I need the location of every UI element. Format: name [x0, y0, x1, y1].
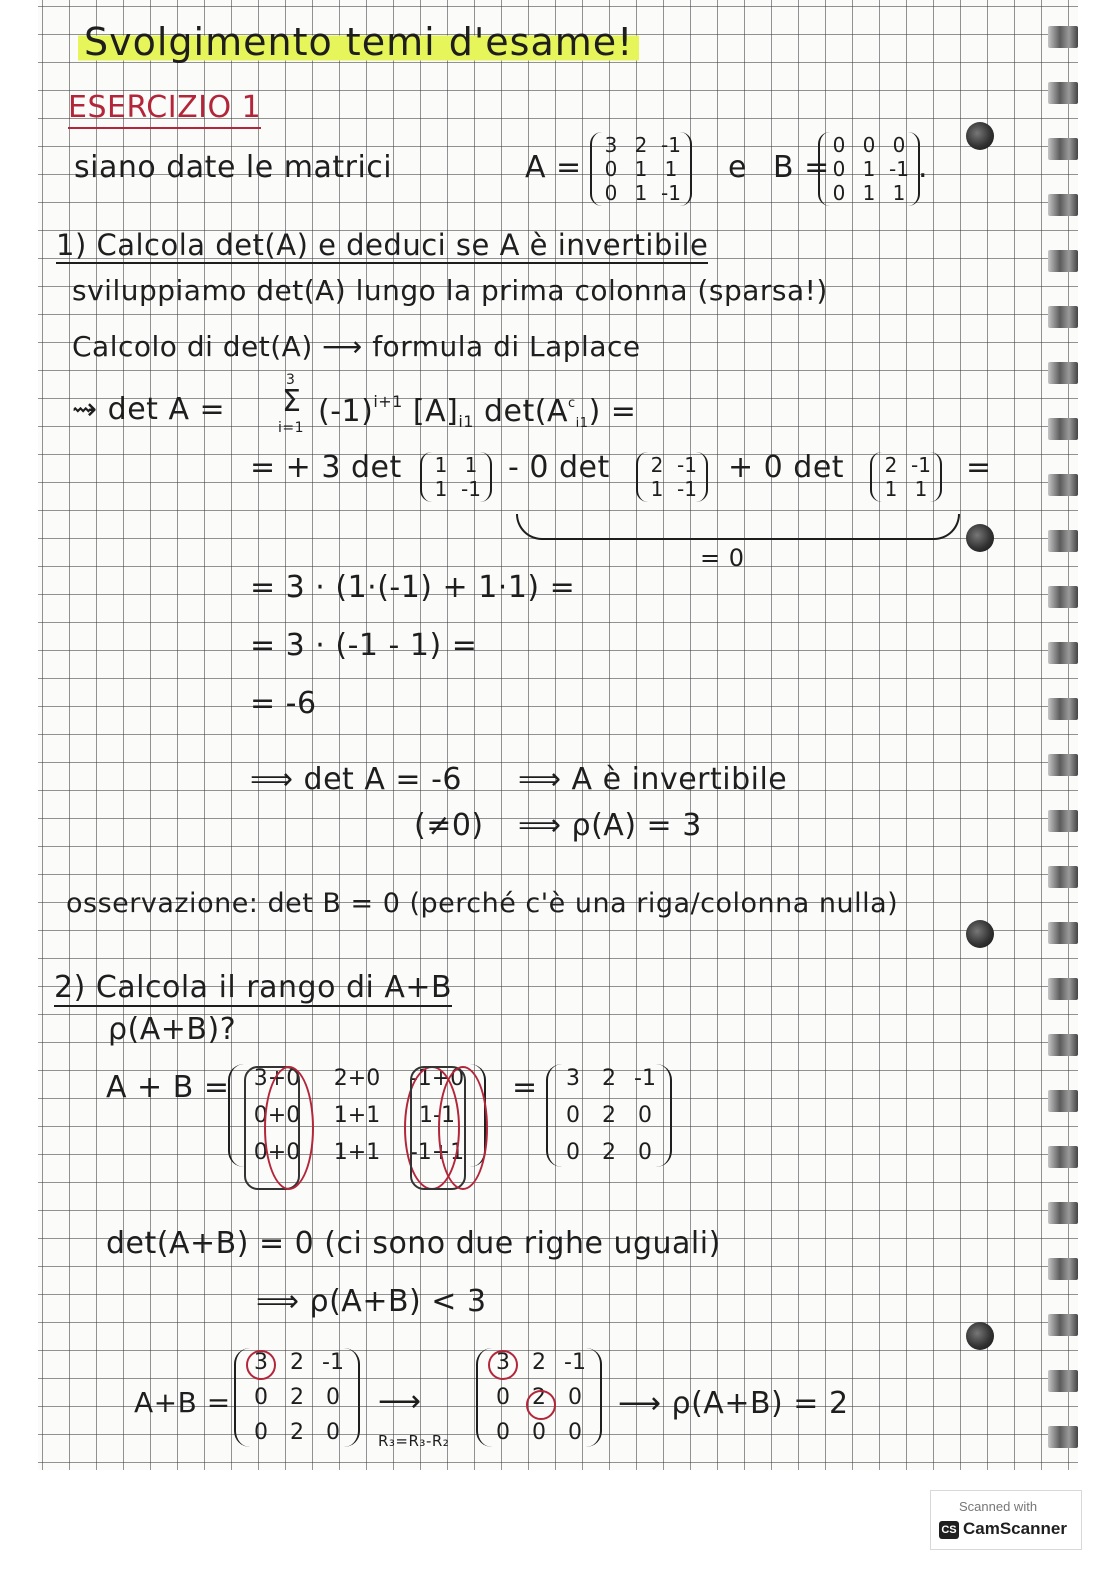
camscanner-badge	[930, 1490, 1082, 1550]
matrix-entry: 0	[892, 133, 906, 157]
matrix-entry: 3	[496, 1350, 510, 1375]
spiral-ring	[1048, 922, 1078, 944]
spiral-ring	[1048, 138, 1078, 160]
matrix-entry: 0	[604, 181, 618, 205]
matrix-entry: 0	[496, 1385, 510, 1410]
spiral-ring	[1048, 1426, 1078, 1448]
matrix-entry: 2	[532, 1385, 546, 1410]
spiral-binding	[1048, 26, 1078, 1470]
matrix-entry: 1	[892, 181, 906, 205]
matrix-entry: 1	[464, 453, 478, 477]
matrix-entry: 0	[566, 1140, 580, 1165]
matrix-a	[590, 132, 692, 206]
spiral-ring	[1048, 82, 1078, 104]
matrix-entry: 2	[532, 1350, 546, 1375]
expand-term-1: = + 3 det	[250, 450, 402, 485]
matrix-entry: 0	[604, 157, 618, 181]
part1-line2: Calcolo di det(A) ⟶ formula di Laplace	[72, 330, 641, 363]
matrix-entry: 1	[650, 477, 664, 501]
matrix-entry: 0	[862, 133, 876, 157]
notebook-page	[38, 0, 1078, 1470]
rank-bound: ⟹ ρ(A+B) < 3	[256, 1284, 487, 1319]
laplace-exp: i+1	[373, 392, 403, 411]
matrix-entry: -1	[677, 477, 697, 501]
matrix-entry: 0	[254, 1385, 268, 1410]
step-1: = 3 · (1·(-1) + 1·1) =	[250, 570, 576, 605]
row-operation: R₃=R₃-R₂	[378, 1432, 450, 1450]
pivot-ring-3	[526, 1390, 556, 1420]
laplace-det-sub: i1	[575, 416, 589, 431]
sum-symbol: Σ	[282, 384, 302, 419]
matrix-entry: 1	[884, 477, 898, 501]
binder-hole	[966, 122, 994, 150]
matrix-b	[818, 132, 920, 206]
sum-label: A + B =	[106, 1070, 230, 1105]
matrix-entry: 0	[566, 1103, 580, 1128]
spiral-ring	[1048, 1034, 1078, 1056]
pivot-ring-2	[488, 1350, 518, 1380]
matrix-a-label: A =	[525, 150, 582, 185]
expand-term-3: + 0 det	[728, 450, 845, 485]
spiral-ring	[1048, 1202, 1078, 1224]
laplace-end: ) =	[588, 394, 637, 429]
spiral-ring	[1048, 194, 1078, 216]
spiral-ring	[1048, 1314, 1078, 1336]
column-1-red-ring	[264, 1066, 314, 1190]
spiral-ring	[1048, 754, 1078, 776]
matrix-entry: 1	[634, 181, 648, 205]
spiral-ring	[1048, 1258, 1078, 1280]
laplace-left: ⇝ det A =	[72, 392, 226, 427]
spiral-ring	[1048, 250, 1078, 272]
matrix-entry: 1	[862, 157, 876, 181]
spiral-ring	[1048, 1090, 1078, 1112]
matrix-entry: 1	[434, 453, 448, 477]
minor-3	[870, 452, 942, 502]
final-rank: ⟶ ρ(A+B) = 2	[618, 1386, 849, 1421]
matrix-entry: -1	[322, 1350, 344, 1375]
matrix-entry: 1	[914, 477, 928, 501]
matrix-entry: 3+0	[253, 1066, 301, 1091]
laplace-formula	[318, 392, 636, 431]
matrix-entry: -1	[661, 133, 681, 157]
matrix-entry: 1-1	[419, 1103, 455, 1128]
conclusion-det: ⟹ det A = -6	[250, 762, 462, 797]
camscanner-logo-icon: CS	[939, 1521, 959, 1539]
conclusion-rank: ⟹ ρ(A) = 3	[518, 808, 702, 843]
det-sum-line: det(A+B) = 0 (ci sono due righe uguali)	[106, 1226, 721, 1261]
zero-brace	[516, 514, 960, 540]
matrix-entry: 1	[664, 157, 678, 181]
matrix-entry: 0	[532, 1420, 546, 1445]
matrix-entry: 2	[634, 133, 648, 157]
brace-label: = 0	[700, 544, 745, 572]
badge-name: CamScanner	[963, 1519, 1067, 1538]
matrix-entry: 3	[254, 1350, 268, 1375]
part2-question: ρ(A+B)?	[108, 1012, 237, 1047]
step-3: = -6	[250, 686, 317, 721]
matrix-entry: 0	[568, 1385, 582, 1410]
matrix-entry: 0	[638, 1103, 652, 1128]
matrix-entry: 1	[862, 181, 876, 205]
part2-heading: 2) Calcola il rango di A+B	[54, 970, 453, 1005]
spiral-ring	[1048, 810, 1078, 832]
matrix-entry: -1	[889, 157, 909, 181]
column-3-red-ring	[438, 1066, 488, 1190]
matrix-entry: 2	[602, 1103, 616, 1128]
minor-1	[420, 452, 492, 502]
matrix-entry: 2	[290, 1350, 304, 1375]
matrix-entry: 2+0	[333, 1066, 381, 1091]
intro-end: .	[918, 150, 929, 185]
laplace-sign: (-1)	[318, 394, 374, 429]
binder-hole	[966, 524, 994, 552]
page-title: Svolgimento temi d'esame!	[78, 20, 639, 64]
matrix-entry: 1	[434, 477, 448, 501]
matrix-entry: 1	[634, 157, 648, 181]
matrix-entry: -1	[634, 1066, 656, 1091]
laplace-entry-sub: i1	[458, 412, 474, 431]
observation: osservazione: det B = 0 (perché c'è una riga/colonna nulla)	[66, 888, 899, 919]
spiral-ring	[1048, 586, 1078, 608]
matrix-entry: 0	[832, 181, 846, 205]
matrix-entry: 0	[326, 1420, 340, 1445]
matrix-entry: -1+0	[409, 1066, 465, 1091]
intro-lead: siano date le matrici	[74, 150, 393, 185]
matrix-entry: 0	[254, 1420, 268, 1445]
matrix-entry: 2	[290, 1385, 304, 1410]
conclusion-nonzero: (≠0)	[414, 808, 484, 843]
pivot-ring-1	[246, 1350, 276, 1380]
matrix-entry: 0	[496, 1420, 510, 1445]
matrix-entry: -1	[564, 1350, 586, 1375]
matrix-entry: 0	[832, 133, 846, 157]
sum-equals: =	[512, 1070, 538, 1105]
spiral-ring	[1048, 1146, 1078, 1168]
spiral-ring	[1048, 1370, 1078, 1392]
spiral-ring	[1048, 978, 1078, 1000]
matrix-entry: -1	[677, 453, 697, 477]
intro-conj: e	[728, 150, 747, 185]
reduce-label: A+B =	[134, 1386, 231, 1419]
minor-2	[636, 452, 708, 502]
binder-hole	[966, 920, 994, 948]
part1-line1: sviluppiamo det(A) lungo la prima colonna (sparsa!)	[72, 274, 828, 307]
spiral-ring	[1048, 642, 1078, 664]
expand-end: =	[966, 450, 992, 485]
spiral-ring	[1048, 418, 1078, 440]
matrix-entry: 3	[604, 133, 618, 157]
matrix-entry: 2	[290, 1420, 304, 1445]
reduce-arrow: ⟶	[378, 1384, 422, 1419]
matrix-entry: 2	[602, 1066, 616, 1091]
result-matrix	[546, 1064, 672, 1167]
matrix-entry: 0	[326, 1385, 340, 1410]
matrix-entry: 1+1	[333, 1103, 381, 1128]
matrix-entry: 0	[568, 1420, 582, 1445]
matrix-entry: 0+0	[253, 1103, 301, 1128]
matrix-b-label: B =	[773, 150, 830, 185]
sum-bottom: i=1	[278, 420, 305, 436]
matrix-entry: -1	[911, 453, 931, 477]
matrix-entry: -1	[461, 477, 481, 501]
binder-hole	[966, 1322, 994, 1350]
matrix-entry: 2	[602, 1140, 616, 1165]
spiral-ring	[1048, 306, 1078, 328]
exercise-label: ESERCIZIO 1	[68, 90, 261, 129]
matrix-entry: 1+1	[333, 1140, 381, 1165]
spiral-ring	[1048, 474, 1078, 496]
badge-top-text: Scanned with	[959, 1499, 1038, 1514]
matrix-entry: 0	[832, 157, 846, 181]
expand-term-2: - 0 det	[508, 450, 610, 485]
spiral-ring	[1048, 26, 1078, 48]
laplace-det: det(A	[484, 394, 569, 429]
laplace-det-sup: c	[568, 396, 576, 411]
matrix-entry: 2	[650, 453, 664, 477]
part1-heading: 1) Calcola det(A) e deduci se A è invertibile	[56, 228, 709, 262]
sum-top: 3	[286, 372, 296, 388]
step-2: = 3 · (-1 - 1) =	[250, 628, 478, 663]
matrix-entry: -1	[661, 181, 681, 205]
spiral-ring	[1048, 698, 1078, 720]
matrix-entry: 2	[884, 453, 898, 477]
matrix-entry: -1+1	[409, 1140, 465, 1165]
spiral-ring	[1048, 530, 1078, 552]
spiral-ring	[1048, 866, 1078, 888]
conclusion-invertible: ⟹ A è invertibile	[518, 762, 788, 797]
matrix-entry: 0	[638, 1140, 652, 1165]
spiral-ring	[1048, 362, 1078, 384]
matrix-entry: 3	[566, 1066, 580, 1091]
laplace-entry: [A]	[412, 394, 459, 429]
matrix-entry: 0+0	[253, 1140, 301, 1165]
